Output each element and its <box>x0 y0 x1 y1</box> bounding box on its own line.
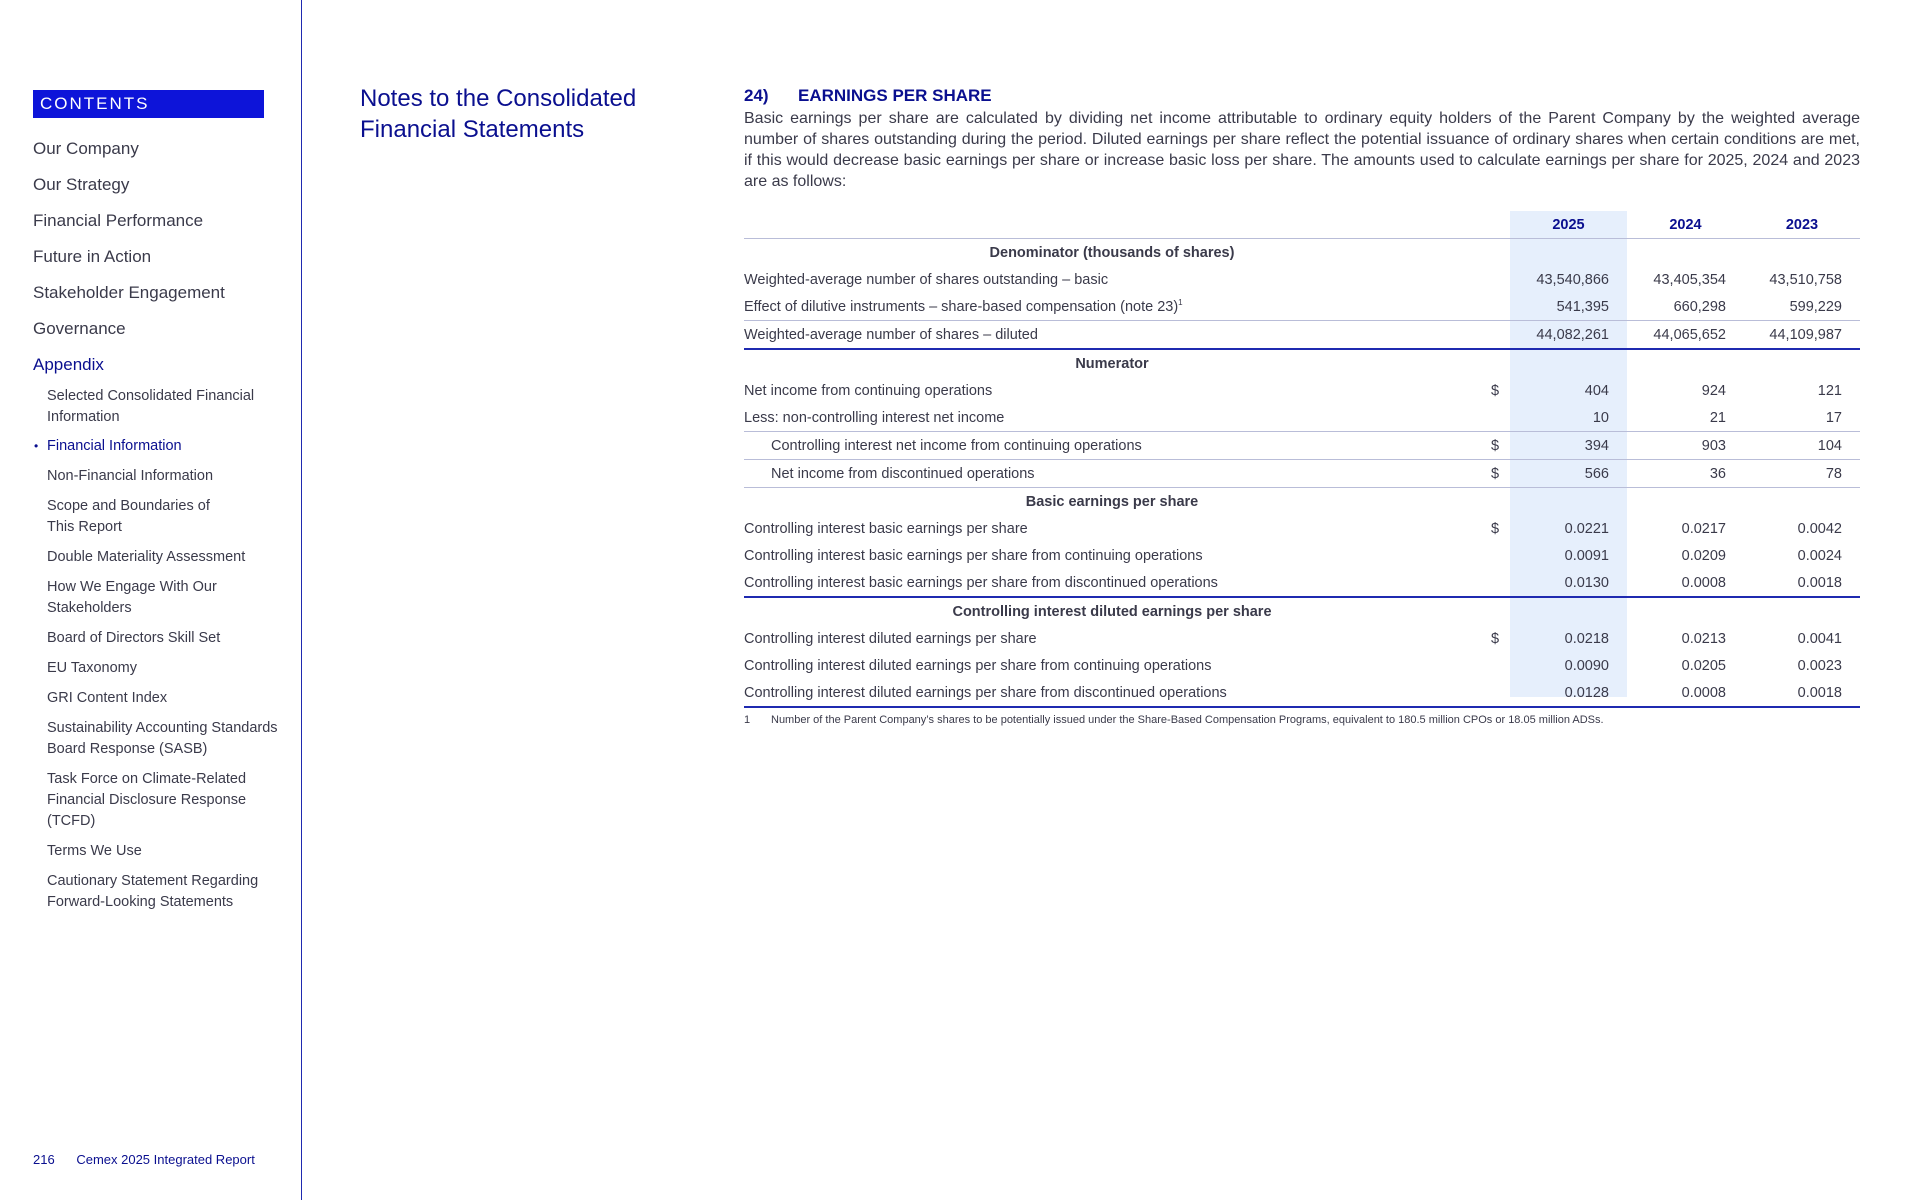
value-2024: 0.0008 <box>1627 569 1744 597</box>
nav-eu-taxonomy[interactable]: EU Taxonomy <box>47 660 137 676</box>
currency-symbol: $ <box>1480 432 1510 460</box>
nav-our-strategy[interactable]: Our Strategy <box>33 175 130 194</box>
currency-symbol <box>1480 293 1510 321</box>
value-2024: 36 <box>1627 460 1744 488</box>
page-footer <box>33 1152 255 1167</box>
value-2023: 599,229 <box>1744 293 1860 321</box>
value-2025: 0.0130 <box>1510 569 1627 597</box>
currency-symbol <box>1480 542 1510 569</box>
nav-sasb[interactable]: Sustainability Accounting Standards Board Response (SASB) <box>47 720 278 757</box>
nav-financial-information-label: Financial Information <box>47 438 182 454</box>
currency-symbol <box>1480 321 1510 350</box>
currency-symbol <box>1480 679 1510 707</box>
nav-selected-consolidated-financial-information[interactable]: Selected Consolidated Financial Information <box>47 388 255 425</box>
value-2025: 0.0091 <box>1564 547 1609 564</box>
table-row <box>744 652 1860 679</box>
table-row <box>744 515 1860 542</box>
nav-tcfd[interactable]: Task Force on Climate-Related Financial Disclosure Response (TCFD) <box>47 771 247 829</box>
report-title: Cemex 2025 Integrated Report <box>76 1152 255 1167</box>
value-2024: 0.0213 <box>1681 630 1726 647</box>
row-label: Controlling interest diluted earnings per share <box>744 630 1037 647</box>
table-row <box>744 625 1860 652</box>
table-row <box>744 293 1860 321</box>
nav-board-skill-set[interactable]: Board of Directors Skill Set <box>47 630 221 646</box>
section-label: Denominator (thousands of shares) <box>989 244 1235 261</box>
table-row <box>744 377 1860 404</box>
value-2023: 0.0018 <box>1744 679 1860 707</box>
nav-stakeholder-engagement[interactable]: Stakeholder Engagement <box>33 283 225 302</box>
year-header: 2024 <box>1627 211 1744 239</box>
value-2023: 17 <box>1744 404 1860 432</box>
row-label: Controlling interest basic earnings per share from continuing operations <box>744 547 1203 564</box>
value-2024: 0.0008 <box>1627 679 1744 707</box>
contents-label[interactable]: CONTENTS <box>33 90 264 118</box>
value-2025: 0.0128 <box>1510 679 1627 707</box>
nav-scope-and-boundaries[interactable]: Scope and Boundaries of This Report <box>47 498 210 535</box>
table-row <box>744 266 1860 293</box>
table-row <box>744 432 1860 460</box>
table-header-row <box>744 211 1860 239</box>
table-row <box>744 321 1860 350</box>
currency-symbol <box>1480 404 1510 432</box>
value-2024: 0.0209 <box>1681 547 1726 564</box>
value-2023: 0.0041 <box>1797 630 1842 647</box>
nav-non-financial-information[interactable]: Non-Financial Information <box>47 468 214 484</box>
active-bullet: • <box>34 439 39 453</box>
nav-appendix[interactable]: Appendix <box>33 355 104 374</box>
nav-terms-we-use[interactable]: Terms We Use <box>47 843 142 859</box>
currency-symbol: $ <box>1490 382 1500 399</box>
value-2025: 404 <box>1584 382 1609 399</box>
value-2024: 924 <box>1701 382 1726 399</box>
nav-double-materiality-assessment[interactable]: Double Materiality Assessment <box>47 549 246 565</box>
row-label: Controlling interest basic earnings per share <box>744 520 1028 537</box>
row-label: Controlling interest diluted earnings per share from discontinued operations <box>744 679 1480 707</box>
value-2023: 0.0042 <box>1797 520 1842 537</box>
value-2025: 394 <box>1510 432 1627 460</box>
value-2024: 0.0205 <box>1681 657 1726 674</box>
footnote <box>744 714 1604 726</box>
page-number: 216 <box>33 1152 55 1167</box>
value-2025: 0.0221 <box>1564 520 1609 537</box>
year-header: 2023 <box>1744 211 1860 239</box>
value-2024: 903 <box>1627 432 1744 460</box>
value-2024: 44,065,652 <box>1627 321 1744 350</box>
row-label: Effect of dilutive instruments – share-based compensation (note 23)$^1$ <box>744 293 1480 321</box>
value-2023: 43,510,758 <box>1769 271 1842 288</box>
value-2023: 0.0023 <box>1797 657 1842 674</box>
section-row <box>744 239 1860 267</box>
section-label: Basic earnings per share <box>1025 493 1199 510</box>
row-label: Weighted-average number of shares outstanding – basic <box>744 271 1109 288</box>
row-label: Controlling interest basic earnings per share from discontinued operations <box>744 569 1480 597</box>
footnote-text: Number of the Parent Company’s shares to be potentially issued under the Share-Based Compensation Programs, equivalent to 180.5 million CPOs or 18.05 million ADSs. <box>771 714 1604 726</box>
currency-symbol <box>1480 569 1510 597</box>
value-2024: 21 <box>1627 404 1744 432</box>
table-row <box>744 542 1860 569</box>
nav-financial-information[interactable] <box>34 436 287 457</box>
row-label: Net income from continuing operations <box>744 382 993 399</box>
currency-symbol: $ <box>1480 460 1510 488</box>
table-row <box>744 679 1860 707</box>
value-2024: 660,298 <box>1627 293 1744 321</box>
value-2025: 0.0090 <box>1564 657 1609 674</box>
row-label: Less: non-controlling interest net income <box>744 404 1480 432</box>
currency-symbol: $ <box>1490 520 1500 537</box>
eps-table-container <box>744 211 1860 708</box>
note-number: 24) <box>744 86 769 105</box>
value-2025: 0.0218 <box>1564 630 1609 647</box>
section-label: Numerator <box>1075 355 1149 372</box>
nav-future-in-action[interactable]: Future in Action <box>33 247 152 266</box>
table-row <box>744 569 1860 597</box>
value-2023: 44,109,987 <box>1744 321 1860 350</box>
section-label: Controlling interest diluted earnings per share <box>952 603 1272 620</box>
value-2025: 566 <box>1510 460 1627 488</box>
value-2023: 0.0018 <box>1744 569 1860 597</box>
currency-symbol: $ <box>1490 630 1500 647</box>
note-title: EARNINGS PER SHARE <box>798 86 992 105</box>
section-title: Notes to the Consolidated Financial Statements <box>360 85 637 143</box>
value-2024: 43,405,354 <box>1653 271 1726 288</box>
nav-our-company[interactable]: Our Company <box>33 139 139 158</box>
currency-symbol <box>1480 652 1510 679</box>
value-2025: 541,395 <box>1510 293 1627 321</box>
footnote-marker[interactable]: 1 <box>1178 298 1183 308</box>
value-2023: 78 <box>1744 460 1860 488</box>
row-label: Controlling interest net income from continuing operations <box>744 432 1480 460</box>
section-row <box>744 349 1860 377</box>
year-header: 2025 <box>1510 211 1627 239</box>
table-row <box>744 404 1860 432</box>
note-heading <box>744 86 992 106</box>
note-intro: Basic earnings per share are calculated by dividing net income attributable to ordinary equity holders of the Parent Company by the weighted average number of shares outstanding during the period. Diluted earnings per share reflect the potential issuance of ordinary shares when certain conditions are met, if this would decrease basic earnings per share or increase basic loss per share. The amounts used to calculate earnings per share for 2025, 2024 and 2023 are as follows: <box>744 110 1860 190</box>
value-2025: 10 <box>1510 404 1627 432</box>
footnote-number: 1 <box>744 714 751 726</box>
value-2025: 44,082,261 <box>1510 321 1627 350</box>
value-2025: 43,540,866 <box>1536 271 1609 288</box>
sidebar <box>0 0 302 1200</box>
eps-table <box>744 211 1860 708</box>
nav-governance[interactable]: Governance <box>33 319 126 338</box>
value-2023: 121 <box>1817 382 1842 399</box>
nav-how-we-engage[interactable]: How We Engage With Our Stakeholders <box>47 579 217 616</box>
row-label: Controlling interest diluted earnings per share from continuing operations <box>744 657 1212 674</box>
row-label: Net income from discontinued operations <box>744 460 1480 488</box>
table-row <box>744 460 1860 488</box>
nav-gri-content-index[interactable]: GRI Content Index <box>47 690 168 706</box>
section-row <box>744 597 1860 625</box>
value-2023: 104 <box>1744 432 1860 460</box>
currency-symbol <box>1480 266 1510 293</box>
nav-cautionary-statement[interactable]: Cautionary Statement Regarding Forward-Looking Statements <box>47 873 259 910</box>
value-2024: 0.0217 <box>1681 520 1726 537</box>
row-label: Weighted-average number of shares – diluted <box>744 321 1480 350</box>
value-2023: 0.0024 <box>1797 547 1842 564</box>
nav-financial-performance[interactable]: Financial Performance <box>33 211 204 230</box>
section-row <box>744 488 1860 516</box>
